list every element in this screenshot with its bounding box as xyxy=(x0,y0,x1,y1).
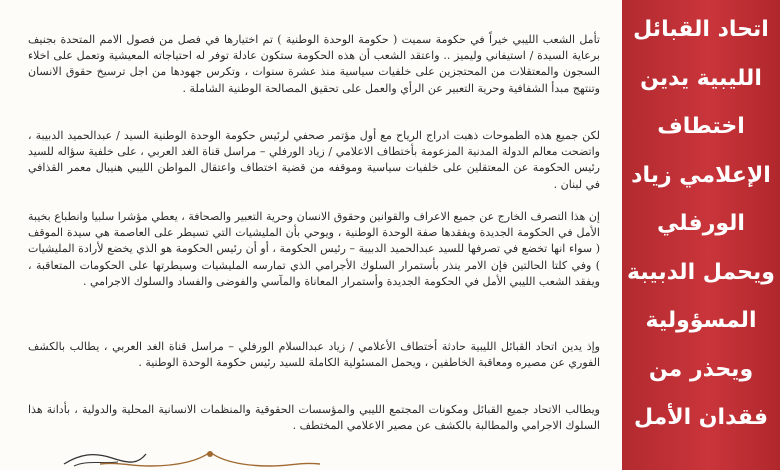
headline-panel xyxy=(622,0,780,470)
letter-paragraph-4: وإذ يدين اتحاد القبائل الليبية حادثة أختطاف الأعلامي / زياد عبدالسلام الورفلي – مراسل قناة الغد العربي ، يطالب بالكشف الفوري عن مصيره ومعاقبة الخاطفين ، ويحمل المسئولية الكاملة للسيد رئيس حكومة الوحدة الوطنية . xyxy=(28,340,600,370)
letter-paragraph-1: تأمل الشعب الليبي خيراً في حكومة سميت ( حكومة الوحدة الوطنية ) تم اختيارها في فصل من فصول الامم المتحدة بجنيف برعاية السيدة / استيفاني وليميز .. واعتقد الشعب أن هذه الحكومة ستكون عادلة توفر له احتياجاته المعيشية وتعمل على اخلاء السجون والمعتقلات من المحتجزين على خلفيات سياسية منذ عشرة سنوات ، وتكرس جهودها من اجل ترسيخ حقوق الانسان وتنتهج مبدأ الشفافية وحرية التعبير عن الرأي والعمل على تحقيق المصالحة الوطنية الشاملة . xyxy=(28,33,600,95)
footer-ornament xyxy=(60,446,360,470)
letter-paragraph-3: إن هذا التصرف الخارج عن جميع الاعراف والقوانين وحقوق الانسان وحرية التعبير والصحافة ، يعطي مؤشرا سلبيا وانطباع بخيبة الأمل في الحكومة الجديدة ويفقدها صفة الوحدة الوطنية ، ويوحي بأن المليشيات التي تسيطر على العاصمة هي سيدة الموقف ( سواء انها تخضع في تصرفها للسيد عبدالحميد الدبيبة – رئيس الحكومة ، أو أن رئيس الحكومة هو الذي يخضع لأرادة المليشيات ) وفي كلتا الحالتين فإن الامر ينذر بأستمرار السلوك الأجرامي الذي تمارسه المليشيات وسيطرتها على الحكومات المتعاقبة ، ويفقد الشعب الليبي الأمل في الحكومة الجديدة وأستمرار المعاناة والمآسي والفوضى والفساد والسلوك الاجرامي . xyxy=(28,210,600,288)
letter-paragraph-5: ويطالب الاتحاد جميع القبائل ومكونات المجتمع الليبي والمؤسسات الحقوقية والمنظمات الانسانية المحلية والدولية ، بأدانة هذا السلوك الاجرامي والمطالبة بالكشف عن مصير الاعلامي المختطف . xyxy=(28,403,600,433)
headline-text: اتحاد القبائل الليبية يدين اختطاف الإعلامي زياد الورفلي ويحمل الدبيبة المسؤولية ويحذر من فقدان الأمل xyxy=(627,17,775,430)
letter-paragraph-2: لكن جميع هذه الطموحات ذهبت ادراج الرياح مع أول مؤتمر صحفي لرئيس حكومة الوحدة الوطنية السيد / عبدالحميد الدبيبة ، واتضحت معالم الدولة المدنية المزعومة بأختطاف الاعلامي / زياد الورفلي – مراسل قناة الغد العربي ، على خلفية سؤاله للسيد رئيس الحكومة عن المعتقلين على خلفيات سياسية وموقفه من قضية اختطاف واعتقال المواطن الليبي هنيبال معمر القذافي في لبنان . xyxy=(28,129,600,191)
